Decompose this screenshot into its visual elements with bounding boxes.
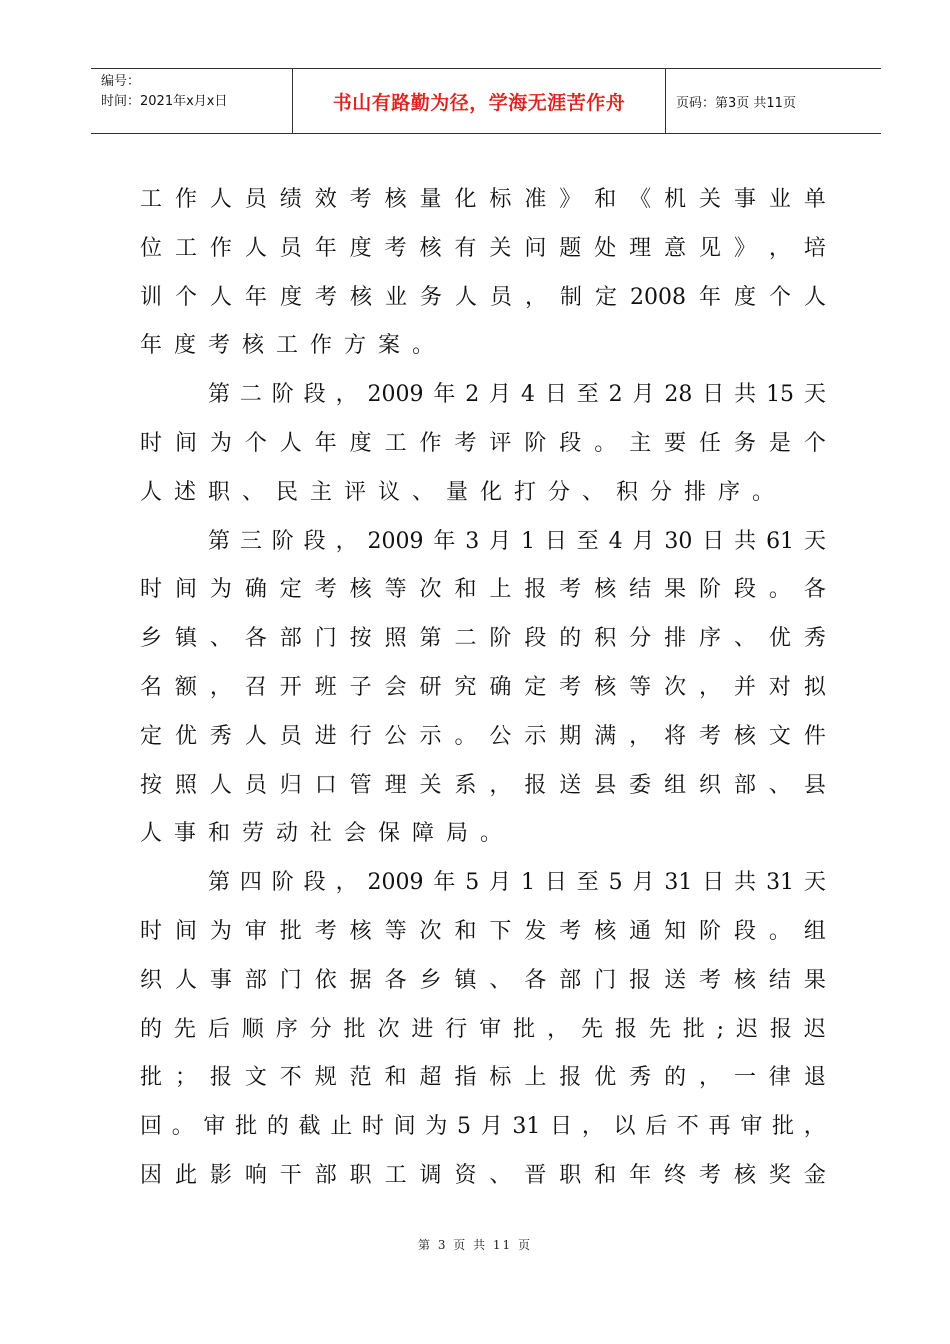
page-header	[91, 68, 881, 134]
number-label: 编号：	[101, 74, 141, 89]
header-meta-cell	[91, 69, 293, 133]
header-motto: 书山有路勤为径，学海无涯苦作舟	[293, 69, 666, 133]
body-line: 第 三 阶 段 ， 2009 年 3 月 1 日 至 4 月 30 日 共 61 天	[208, 528, 826, 554]
body-line: 乡 镇 、 各 部 门 按 照 第 二 阶 段 的 积 分 排 序 、 优 秀	[140, 626, 826, 652]
body-line: 因 此 影 响 干 部 职 工 调 资 、 晋 职 和 年 终 考 核 奖 金	[140, 1162, 826, 1188]
body-line: 按 照 人 员 归 口 管 理 关 系 ， 报 送 县 委 组 织 部 、 县	[140, 772, 826, 798]
body-line: 时 间 为 个 人 年 度 工 作 考 评 阶 段 。 主 要 任 务 是 个	[140, 430, 826, 456]
header-page-info: 页码：第3页 共11页	[676, 95, 796, 111]
body-line: 织 人 事 部 门 依 据 各 乡 镇 、 各 部 门 报 送 考 核 结 果	[140, 967, 826, 993]
body-line: 工 作 人 员 绩 效 考 核 量 化 标 准 》 和 《 机 关 事 业 单	[140, 187, 826, 212]
body-line: 定 优 秀 人 员 进 行 公 示 。 公 示 期 满 ， 将 考 核 文 件	[140, 723, 826, 749]
body-line: 人事和劳动社会保障局。	[140, 821, 515, 847]
body-line: 的 先 后 顺 序 分 批 次 进 行 审 批 ， 先 报 先 批 ; 迟 报 迟	[140, 1016, 826, 1042]
body-line: 回 。 审 批 的 截 止 时 间 为 5 月 31 日 ， 以 后 不 再 审 批 ，	[140, 1114, 826, 1140]
page-footer: 第 3 页 共 11 页	[418, 1238, 532, 1252]
body-line: 人述职、民主评议、量化打分、积分排序。	[140, 479, 787, 505]
body-line: 训 个 人 年 度 考 核 业 务 人 员 ， 制 定 2008 年 度 个 人	[140, 284, 826, 310]
body-line: 第 四 阶 段 ， 2009 年 5 月 1 日 至 5 月 31 日 共 31 天	[208, 870, 826, 896]
body-line: 批 ； 报 文 不 规 范 和 超 指 标 上 报 优 秀 的 ， 一 律 退	[140, 1065, 826, 1091]
body-line: 年度考核工作方案。	[140, 333, 447, 359]
body-line: 时 间 为 确 定 考 核 等 次 和 上 报 考 核 结 果 阶 段 。 各	[140, 577, 826, 603]
body-line: 位 工 作 人 员 年 度 考 核 有 关 问 题 处 理 意 见 》 ， 培	[140, 235, 826, 261]
document-body	[140, 176, 826, 1201]
body-line: 第 二 阶 段 ， 2009 年 2 月 4 日 至 2 月 28 日 共 15 天	[208, 382, 826, 408]
time-label: 时间：2021年x月x日	[101, 94, 228, 109]
body-line: 名 额 ， 召 开 班 子 会 研 究 确 定 考 核 等 次 ， 并 对 拟	[140, 674, 826, 700]
body-line: 时 间 为 审 批 考 核 等 次 和 下 发 考 核 通 知 阶 段 。 组	[140, 918, 826, 944]
